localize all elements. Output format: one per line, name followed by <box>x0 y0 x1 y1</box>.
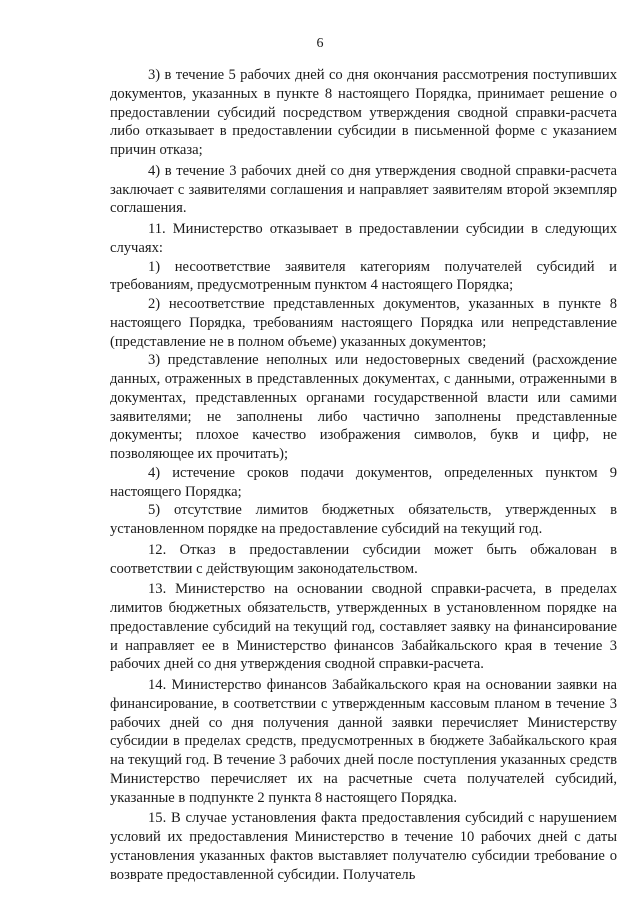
page-number: 6 <box>316 36 324 51</box>
paragraph-item-4-agreements: 4) в течение 3 рабочих дней со дня утверждения сводной справки-расчета заключает с заявителями соглашения и направляет заявителям второй экземпляр соглашения. <box>110 162 617 217</box>
paragraph-12-appeal: 12. Отказ в предоставлении субсидии может быть обжалован в соответствии с действующим законодательством. <box>110 541 617 577</box>
paragraph-refusal-case-3: 3) представление неполных или недостоверных сведений (расхождение данных, отраженных в представленных документах, с данными, отраженными в документах, представленных органами государственной власти или самими заявителями; не заполнены либо частично заполнены представленные документы; плохое качество изображения символов, букв и цифр, не позволяющее их прочитать); <box>110 352 617 462</box>
paragraph-item-3-decision: 3) в течение 5 рабочих дней со дня окончания рассмотрения поступивших документов, указанных в пункте 8 настоящего Порядка, принимает решение о предоставлении субсидий посредством утверждения сводной справки-расчета либо отказывает в предоставлении субсидии в письменной форме с указанием причин отказа; <box>110 67 617 158</box>
paragraph-13-funding-request: 13. Министерство на основании сводной справки-расчета, в пределах лимитов бюджетных обязательств, утвержденных в установленном порядке на предоставление субсидий на текущий год, составляет заявку на финансирование и направляет ее в Министерство финансов Забайкальского края в течение 3 рабочих дней со дня утверждения сводной справки-расчета. <box>110 581 617 673</box>
paragraph-refusal-case-2: 2) несоответствие представленных документов, указанных в пункте 8 настоящего Порядка, требованиям настоящего Порядка или непредставление (представление не в полном объеме) указанных документов; <box>110 296 617 350</box>
paragraph-refusal-case-1: 1) несоответствие заявителя категориям получателей субсидий и требованиям, предусмотренным пунктом 4 настоящего Порядка; <box>110 258 617 294</box>
paragraph-11-refusal-cases: 11. Министерство отказывает в предоставлении субсидии в следующих случаях: <box>110 221 617 256</box>
paragraph-15-violation: 15. В случае установления факта предоставления субсидий с нарушением условий их предоставления Министерство в течение 10 рабочих дней с даты установления указанных фактов выставляет получателю субсидии требование о возврате предоставленной субсидии. Получатель <box>110 810 617 883</box>
document-body <box>110 66 617 886</box>
paragraph-refusal-case-4: 4) истечение сроков подачи документов, определенных пунктом 9 настоящего Порядка; <box>110 464 617 500</box>
paragraph-14-finance-ministry: 14. Министерство финансов Забайкальского края на основании заявки на финансирование, в соответствии с утвержденным кассовым планом в течение 3 рабочих дней со дня получения данной заявки перечисляет Министерству субсидии в пределах средств, предусмотренных в бюджете Забайкальского края на текущий год. В течение 3 рабочих дней после поступления указанных средств Министерство перечисляет их на расчетные счета получателей субсидий, указанные в подпункте 2 пункта 8 настоящего Порядка. <box>110 677 617 806</box>
paragraph-refusal-case-5: 5) отсутствие лимитов бюджетных обязательств, утвержденных в установленном порядке на предоставление субсидий на текущий год. <box>110 502 617 537</box>
